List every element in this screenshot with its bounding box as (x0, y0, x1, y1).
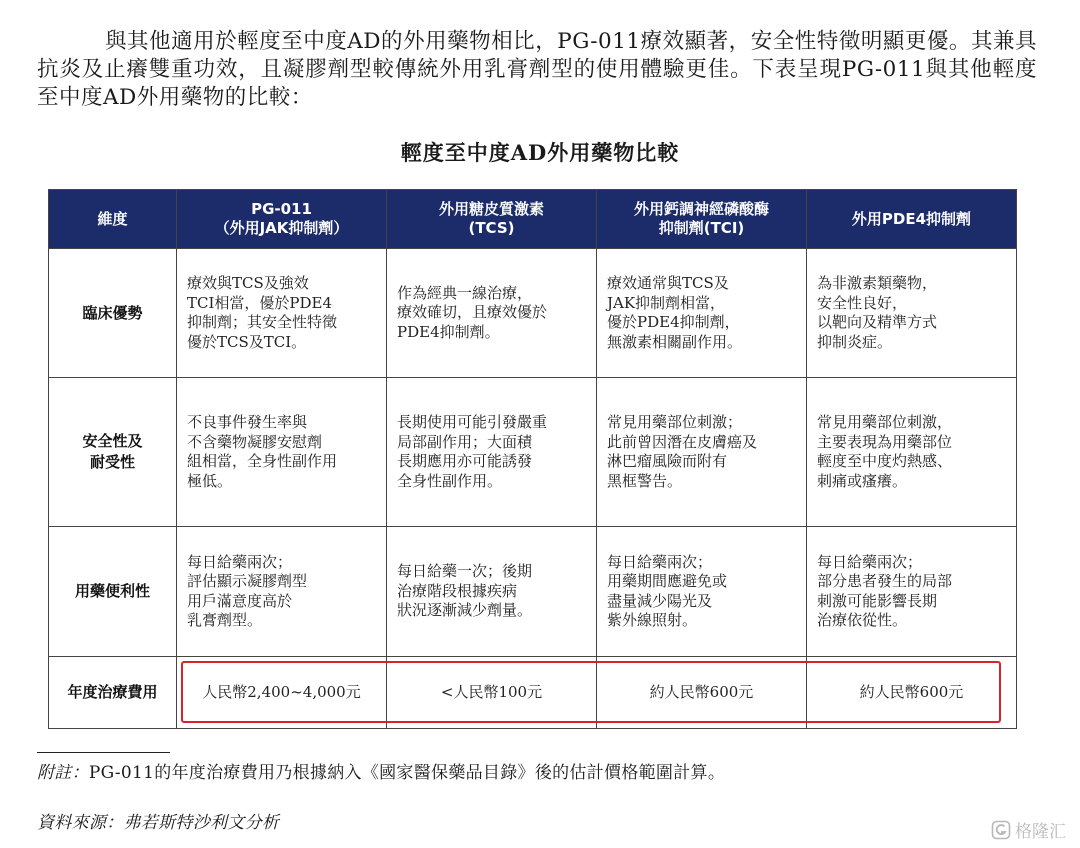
header-dimension: 維度 (49, 190, 177, 249)
footnote-divider (37, 752, 170, 753)
footnote (37, 762, 725, 784)
watermark (991, 817, 1066, 842)
header-pg011: PG-011 （外用JAK抑制劑） (177, 190, 387, 249)
cell-pde4: 每日給藥兩次； 部分患者發生的局部 刺激可能影響長期 治療依從性。 (807, 527, 1017, 657)
cell-pg011: 療效與TCS及強效 TCI相當，優於PDE4 抑制劑；其安全性特徵 優於TCS及TCI。 (177, 249, 387, 378)
source-line: 資料來源：弗若斯特沙利文分析 (37, 813, 280, 833)
header-pde4: 外用PDE4抑制劑 (807, 190, 1017, 249)
footnote-label: 附註： (37, 763, 89, 783)
cell-pg011: 每日給藥兩次； 評估顯示凝膠劑型 用戶滿意度高於 乳膏劑型。 (177, 527, 387, 657)
table-title: 輕度至中度AD外用藥物比較 (400, 140, 680, 165)
header-tci: 外用鈣調神經磷酸酶 抑制劑(TCI) (597, 190, 807, 249)
row-label: 用藥便利性 (49, 527, 177, 657)
cell-tci: 療效通常與TCS及 JAK抑制劑相當， 優於PDE4抑制劑， 無激素相關副作用。 (597, 249, 807, 378)
cell-pg011: 不良事件發生率與 不含藥物凝膠安慰劑 組相當，全身性副作用 極低。 (177, 378, 387, 527)
cell-tci: 約人民幣600元 (597, 657, 807, 729)
row-safety-tolerability (49, 378, 1017, 527)
comparison-table (48, 189, 1017, 729)
footnote-text: PG-011的年度治療費用乃根據納入《國家醫保藥品目錄》後的估計價格範圍計算。 (88, 763, 726, 783)
cell-pde4: 為非激素類藥物， 安全性良好， 以靶向及精準方式 抑制炎症。 (807, 249, 1017, 378)
row-annual-cost (49, 657, 1017, 729)
row-label: 臨床優勢 (49, 249, 177, 378)
cell-tci: 常見用藥部位刺激； 此前曾因潛在皮膚癌及 淋巴瘤風險而附有 黑框警告。 (597, 378, 807, 527)
row-convenience (49, 527, 1017, 657)
cell-tcs: 每日給藥一次；後期 治療階段根據疾病 狀況逐漸減少劑量。 (387, 527, 597, 657)
watermark-text: 格隆汇 (1015, 822, 1066, 842)
cell-pde4: 常見用藥部位刺激， 主要表現為用藥部位 輕度至中度灼熱感、 刺痛或瘙癢。 (807, 378, 1017, 527)
cell-pg011: 人民幣2,400~4,000元 (177, 657, 387, 729)
cell-tcs: 作為經典一線治療， 療效確切，且療效優於 PDE4抑制劑。 (387, 249, 597, 378)
header-tcs: 外用糖皮質激素 (TCS) (387, 190, 597, 249)
table-header-row (49, 190, 1017, 249)
cell-tcs: <人民幣100元 (387, 657, 597, 729)
row-clinical-advantage (49, 249, 1017, 378)
cell-tcs: 長期使用可能引發嚴重 局部副作用；大面積 長期應用亦可能誘發 全身性副作用。 (387, 378, 597, 527)
row-label: 安全性及 耐受性 (49, 378, 177, 527)
gelonghui-logo-icon (991, 820, 1011, 840)
row-label: 年度治療費用 (49, 657, 177, 729)
cell-pde4: 約人民幣600元 (807, 657, 1017, 729)
cell-tci: 每日給藥兩次； 用藥期間應避免或 盡量減少陽光及 紫外線照射。 (597, 527, 807, 657)
intro-paragraph: 與其他適用於輕度至中度AD的外用藥物相比，PG-011療效顯著，安全性特徵明顯更優。其兼具抗炎及止癢雙重功效，且凝膠劑型較傳統外用乳膏劑型的使用體驗更佳。下表呈現PG-011與其他輕度至中度AD外用藥物的比較： (37, 29, 1037, 110)
